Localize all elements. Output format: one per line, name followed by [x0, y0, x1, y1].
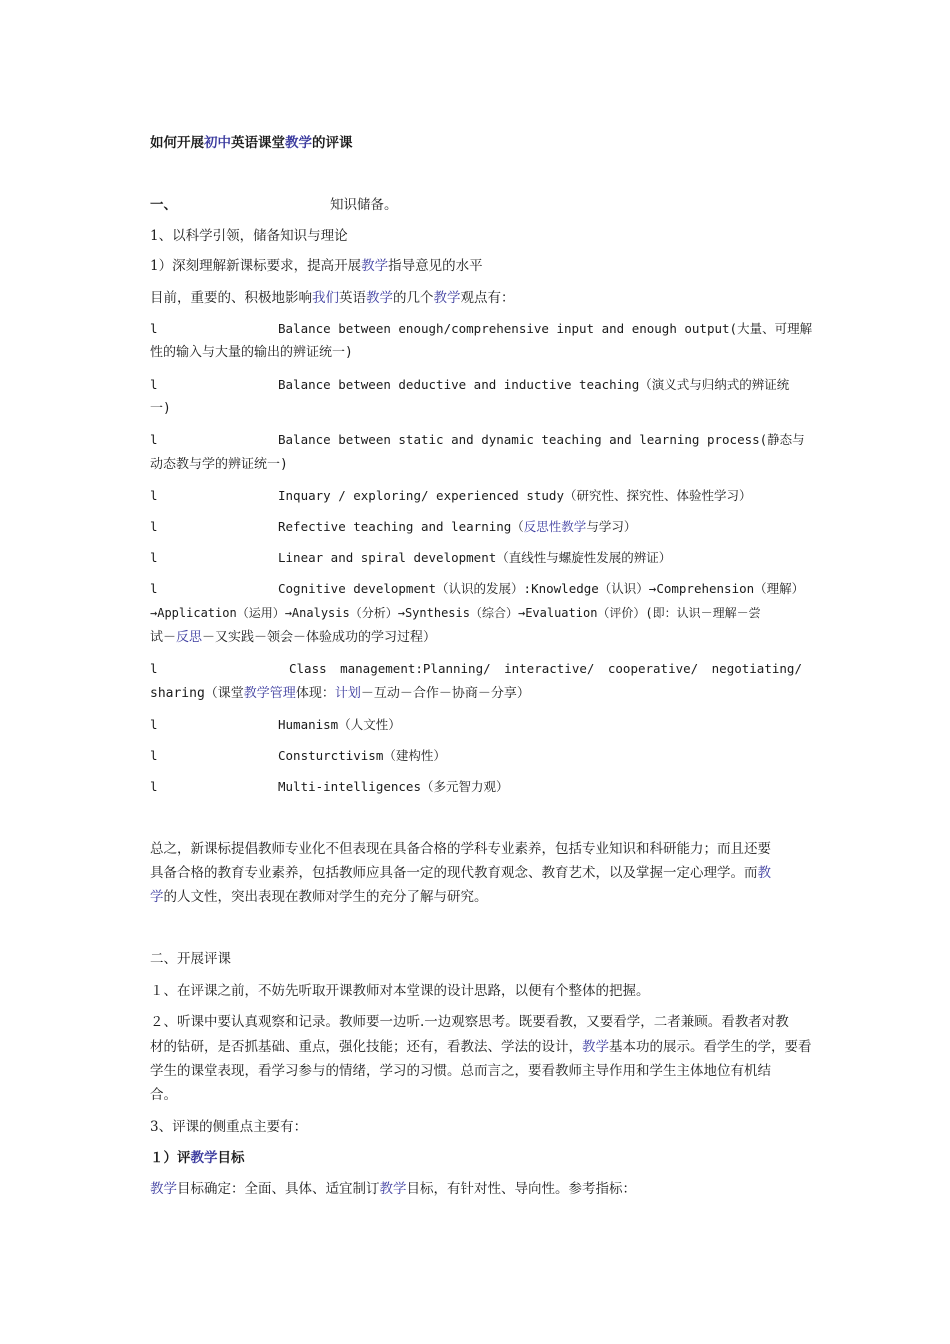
bullet-marker: l [150, 661, 158, 676]
link-teaching[interactable]: 教学 [379, 1181, 407, 1197]
section-2-point-1: １、在评课之前，不妨先听取开课教师对本堂课的设计思路，以便有个整体的把握。 [150, 983, 650, 999]
section-2-objectives-text: 教学目标确定：全面、具体、适宜制订教学目标，有针对性、导向性。参考指标： [150, 1181, 636, 1197]
intro-paragraph: 目前，重要的、积极地影响我们英语教学的几个教学观点有： [150, 290, 515, 306]
title-text: 如何开展 [150, 135, 204, 151]
document-title [150, 134, 353, 152]
link-teaching-management[interactable]: 教学管理 [243, 686, 296, 701]
link-teaching[interactable]: 教学 [190, 1150, 218, 1166]
section-1-point-1: 1）深刻理解新课标要求，提高开展教学指导意见的水平 [150, 258, 483, 274]
link-we[interactable]: 我们 [312, 290, 339, 306]
bullet-marker: l [150, 321, 158, 336]
section-1-number: 一、 [150, 197, 177, 213]
link-teaching[interactable]: 教学 [433, 290, 461, 306]
link-teaching[interactable]: 学 [150, 889, 164, 905]
section-2-subheading-objectives: １）评教学目标 [150, 1150, 245, 1166]
bullet-marker: l [150, 377, 158, 392]
link-reflective-teaching[interactable]: 反思性教学 [523, 519, 587, 534]
link-teaching[interactable]: 教 [757, 865, 771, 881]
section-2-heading: 二、开展评课 [150, 951, 231, 967]
title-text: 的评课 [312, 135, 353, 151]
section-1-subheading: 1、以科学引领，储备知识与理论 [150, 228, 348, 244]
bullet-marker: l [150, 519, 158, 534]
link-teaching[interactable]: 教学 [361, 258, 389, 274]
link-plan[interactable]: 计划 [334, 686, 361, 701]
bullet-marker: l [150, 581, 158, 596]
link-teaching[interactable]: 教学 [582, 1039, 609, 1055]
bullet-marker: l [150, 550, 158, 565]
bullet-marker: l [150, 748, 158, 763]
bullet-marker: l [150, 779, 158, 794]
link-reflection[interactable]: 反思 [176, 630, 203, 645]
link-teaching[interactable]: 教学 [366, 290, 393, 306]
section-2-point-3: 3、评课的侧重点主要有： [150, 1119, 308, 1135]
bullet-marker: l [150, 432, 158, 447]
section-1-heading: 知识储备。 [330, 197, 398, 213]
bullet-marker: l [150, 488, 158, 503]
title-text: 英语课堂 [231, 135, 285, 151]
title-link-junior-high[interactable]: 初中 [204, 135, 231, 151]
link-teaching[interactable]: 教学 [150, 1181, 177, 1197]
title-link-teaching[interactable]: 教学 [285, 135, 312, 151]
bullet-marker: l [150, 717, 158, 732]
